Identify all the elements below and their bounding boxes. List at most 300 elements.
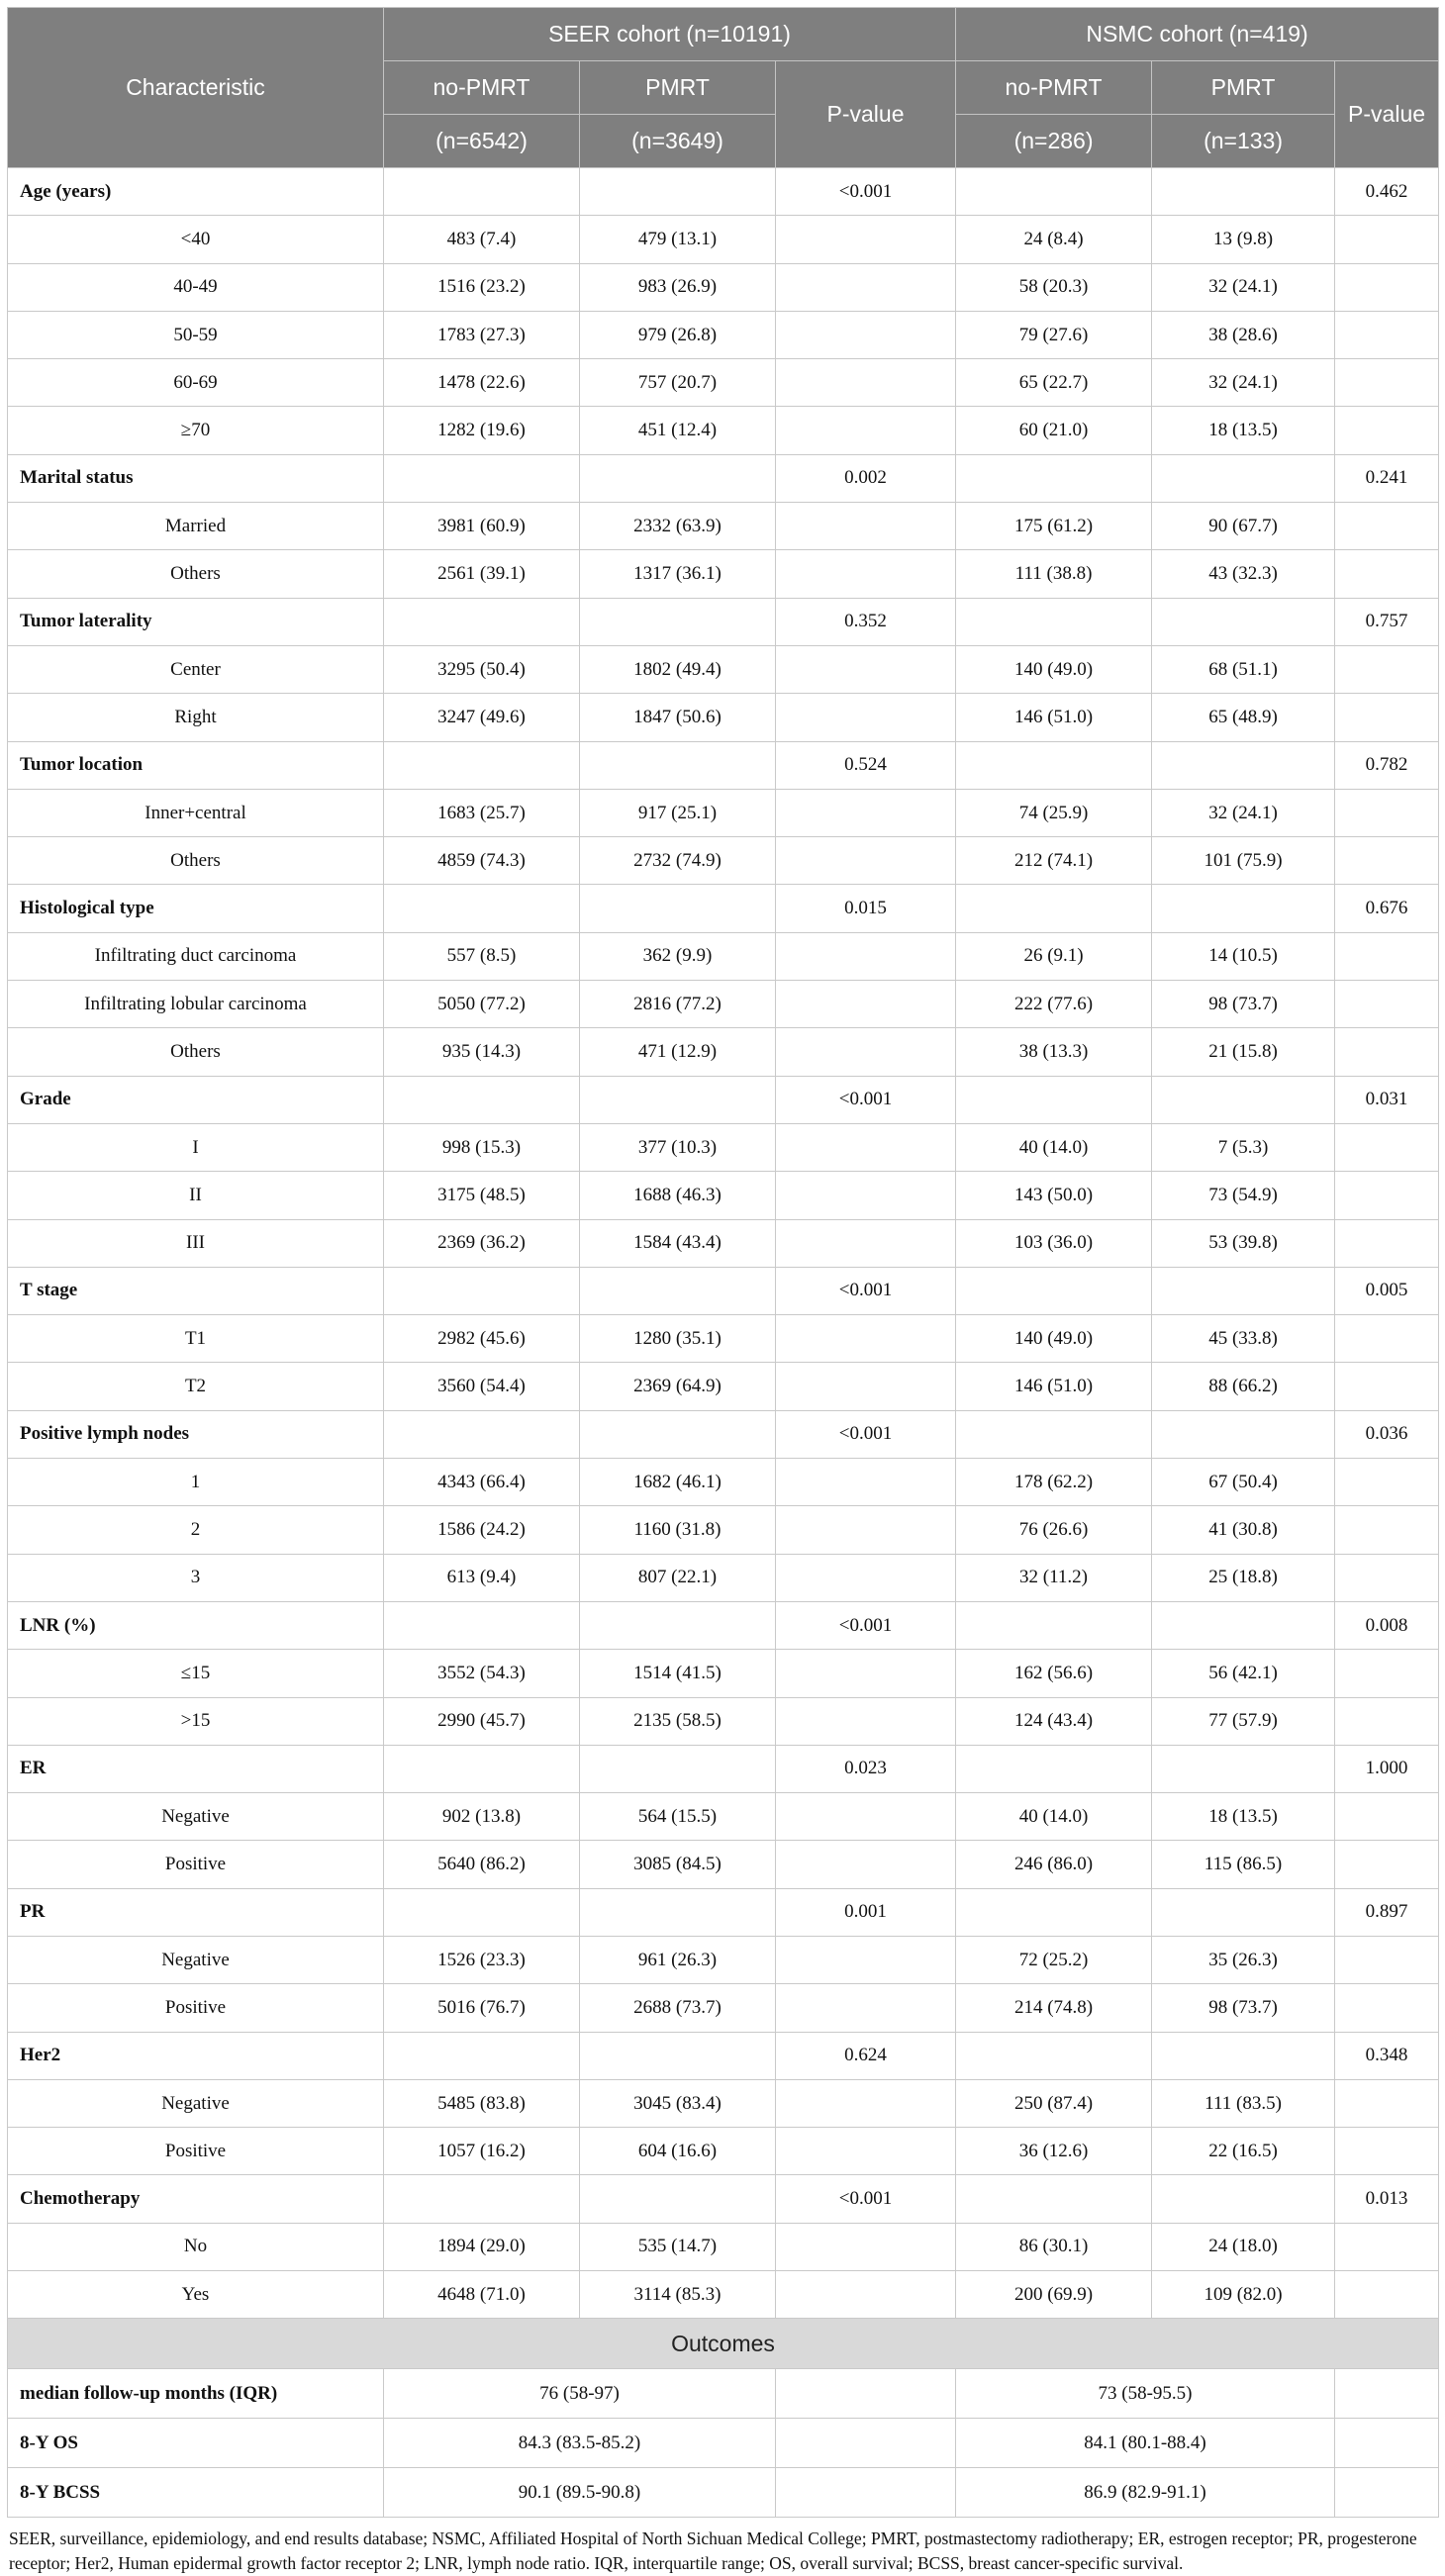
table-row xyxy=(8,1028,1439,1076)
seer-no-pmrt-value: 935 (14.3) xyxy=(384,1028,580,1076)
seer-pmrt-value: 2688 (73.7) xyxy=(580,1984,776,2032)
empty-cell xyxy=(1152,1410,1335,1458)
category-label: Age (years) xyxy=(8,168,384,216)
empty-cell xyxy=(776,645,956,693)
nsmc-pvalue: 0.676 xyxy=(1335,885,1439,932)
seer-outcome-value: 90.1 (89.5-90.8) xyxy=(384,2468,776,2518)
empty-cell xyxy=(1335,216,1439,263)
empty-cell xyxy=(580,1745,776,1792)
seer-pmrt-value: 471 (12.9) xyxy=(580,1028,776,1076)
seer-pmrt-value: 917 (25.1) xyxy=(580,789,776,836)
nsmc-no-pmrt-value: 250 (87.4) xyxy=(956,2079,1152,2127)
subgroup-label: Negative xyxy=(8,1936,384,1983)
empty-cell xyxy=(1335,1028,1439,1076)
subgroup-label: ≥70 xyxy=(8,407,384,454)
nsmc-pvalue: 0.031 xyxy=(1335,1076,1439,1123)
table-header xyxy=(8,8,1439,168)
seer-pmrt-value: 2135 (58.5) xyxy=(580,1697,776,1745)
seer-pmrt-value: 961 (26.3) xyxy=(580,1936,776,1983)
table-row xyxy=(8,932,1439,980)
empty-cell xyxy=(956,1601,1152,1649)
category-label: Positive lymph nodes xyxy=(8,1410,384,1458)
seer-pmrt-value: 3045 (83.4) xyxy=(580,2079,776,2127)
seer-pmrt-value: 2816 (77.2) xyxy=(580,981,776,1028)
empty-cell xyxy=(1335,2128,1439,2175)
subgroup-label: No xyxy=(8,2223,384,2270)
seer-no-pmrt-value: 5050 (77.2) xyxy=(384,981,580,1028)
nsmc-pmrt-value: 18 (13.5) xyxy=(1152,407,1335,454)
nsmc-pmrt-value: 24 (18.0) xyxy=(1152,2223,1335,2270)
table-row xyxy=(8,359,1439,407)
seer-no-pmrt-value: 1683 (25.7) xyxy=(384,789,580,836)
nsmc-pmrt-value: 56 (42.1) xyxy=(1152,1650,1335,1697)
nsmc-pvalue: 0.462 xyxy=(1335,168,1439,216)
empty-cell xyxy=(580,1601,776,1649)
empty-cell xyxy=(776,2419,956,2468)
outcome-label: 8-Y BCSS xyxy=(8,2468,384,2518)
seer-no-pmrt-value: 5485 (83.8) xyxy=(384,2079,580,2127)
nsmc-pmrt-value: 25 (18.8) xyxy=(1152,1554,1335,1601)
nsmc-pmrt-value: 98 (73.7) xyxy=(1152,1984,1335,2032)
seer-pvalue: <0.001 xyxy=(776,1267,956,1314)
empty-cell xyxy=(1335,2369,1439,2419)
nsmc-no-pmrt-value: 146 (51.0) xyxy=(956,1363,1152,1410)
empty-cell xyxy=(776,1363,956,1410)
seer-pmrt-value: 2369 (64.9) xyxy=(580,1363,776,1410)
table-row xyxy=(8,1793,1439,1841)
seer-pmrt-value: 1682 (46.1) xyxy=(580,1459,776,1506)
subgroup-label: Others xyxy=(8,550,384,598)
nsmc-pmrt-header: PMRT xyxy=(1152,61,1335,115)
subgroup-label: Others xyxy=(8,837,384,885)
nsmc-pmrt-value: 68 (51.1) xyxy=(1152,645,1335,693)
empty-cell xyxy=(1335,407,1439,454)
nsmc-pvalue: 0.036 xyxy=(1335,1410,1439,1458)
seer-no-pmrt-value: 2369 (36.2) xyxy=(384,1219,580,1267)
empty-cell xyxy=(1335,1697,1439,1745)
table-row xyxy=(8,1459,1439,1506)
subgroup-label: Infiltrating lobular carcinoma xyxy=(8,981,384,1028)
table-row xyxy=(8,407,1439,454)
nsmc-no-pmrt-value: 86 (30.1) xyxy=(956,2223,1152,2270)
empty-cell xyxy=(1335,1315,1439,1363)
empty-cell xyxy=(384,1888,580,1936)
empty-cell xyxy=(384,2175,580,2223)
nsmc-cohort-header: NSMC cohort (n=419) xyxy=(956,8,1439,61)
empty-cell xyxy=(580,1076,776,1123)
seer-pvalue: 0.352 xyxy=(776,598,956,645)
seer-pmrt-value: 3085 (84.5) xyxy=(580,1841,776,1888)
empty-cell xyxy=(1152,454,1335,502)
empty-cell xyxy=(776,1028,956,1076)
table-row xyxy=(8,1315,1439,1363)
empty-cell xyxy=(1152,1076,1335,1123)
empty-cell xyxy=(776,1841,956,1888)
seer-pmrt-value: 1584 (43.4) xyxy=(580,1219,776,1267)
nsmc-no-pmrt-value: 178 (62.2) xyxy=(956,1459,1152,1506)
category-label: T stage xyxy=(8,1267,384,1314)
empty-cell xyxy=(776,1123,956,1171)
nsmc-no-pmrt-value: 146 (51.0) xyxy=(956,694,1152,741)
empty-cell xyxy=(384,741,580,789)
seer-pmrt-value: 2732 (74.9) xyxy=(580,837,776,885)
subgroup-label: Others xyxy=(8,1028,384,1076)
subgroup-label: 1 xyxy=(8,1459,384,1506)
seer-no-pmrt-value: 3175 (48.5) xyxy=(384,1172,580,1219)
empty-cell xyxy=(384,168,580,216)
table-row xyxy=(8,1219,1439,1267)
empty-cell xyxy=(1335,2468,1439,2518)
seer-pmrt-value: 564 (15.5) xyxy=(580,1793,776,1841)
nsmc-pmrt-value: 14 (10.5) xyxy=(1152,932,1335,980)
seer-no-pmrt-value: 5016 (76.7) xyxy=(384,1984,580,2032)
table-container xyxy=(7,7,1438,2576)
empty-cell xyxy=(776,216,956,263)
seer-no-pmrt-value: 2561 (39.1) xyxy=(384,550,580,598)
empty-cell xyxy=(776,1984,956,2032)
seer-pmrt-value: 1317 (36.1) xyxy=(580,550,776,598)
nsmc-pmrt-value: 22 (16.5) xyxy=(1152,2128,1335,2175)
empty-cell xyxy=(776,1459,956,1506)
table-row xyxy=(8,263,1439,311)
empty-cell xyxy=(1152,1888,1335,1936)
seer-pmrt-value: 983 (26.9) xyxy=(580,263,776,311)
seer-no-pmrt-value: 557 (8.5) xyxy=(384,932,580,980)
table-row xyxy=(8,1984,1439,2032)
subgroup-label: Center xyxy=(8,645,384,693)
empty-cell xyxy=(776,932,956,980)
seer-no-pmrt-value: 3295 (50.4) xyxy=(384,645,580,693)
empty-cell xyxy=(1152,2032,1335,2079)
seer-pmrt-value: 1688 (46.3) xyxy=(580,1172,776,1219)
seer-pvalue: 0.624 xyxy=(776,2032,956,2079)
seer-pvalue: <0.001 xyxy=(776,1410,956,1458)
empty-cell xyxy=(1335,263,1439,311)
subgroup-label: 2 xyxy=(8,1506,384,1554)
outcome-row xyxy=(8,2419,1439,2468)
category-row xyxy=(8,885,1439,932)
nsmc-no-pmrt-value: 38 (13.3) xyxy=(956,1028,1152,1076)
nsmc-pmrt-value: 101 (75.9) xyxy=(1152,837,1335,885)
table-footnote: SEER, surveillance, epidemiology, and end results database; NSMC, Affiliated Hospital of North Sichuan Medical College; PMRT, postmastectomy radiotherapy; ER, estrogen receptor; PR, progesterone receptor; Her2, Human epidermal growth factor receptor 2; LNR, lymph node ratio. IQR, interquartile range; OS, overall survival; BCSS, breast cancer-specific survival. xyxy=(9,2528,1417,2574)
nsmc-no-pmrt-value: 214 (74.8) xyxy=(956,1984,1152,2032)
empty-cell xyxy=(580,885,776,932)
seer-pmrt-value: 1847 (50.6) xyxy=(580,694,776,741)
seer-no-pmrt-value: 1282 (19.6) xyxy=(384,407,580,454)
category-label: Tumor location xyxy=(8,741,384,789)
table-row xyxy=(8,216,1439,263)
nsmc-no-pmrt-value: 222 (77.6) xyxy=(956,981,1152,1028)
seer-pmrt-value: 979 (26.8) xyxy=(580,311,776,358)
nsmc-pmrt-value: 35 (26.3) xyxy=(1152,1936,1335,1983)
empty-cell xyxy=(956,454,1152,502)
nsmc-no-pmrt-header: no-PMRT xyxy=(956,61,1152,115)
empty-cell xyxy=(1335,932,1439,980)
nsmc-pmrt-value: 53 (39.8) xyxy=(1152,1219,1335,1267)
nsmc-no-pmrt-value: 74 (25.9) xyxy=(956,789,1152,836)
seer-cohort-header: SEER cohort (n=10191) xyxy=(384,8,956,61)
nsmc-pvalue: 0.008 xyxy=(1335,1601,1439,1649)
empty-cell xyxy=(776,263,956,311)
nsmc-no-pmrt-value: 32 (11.2) xyxy=(956,1554,1152,1601)
empty-cell xyxy=(1335,1793,1439,1841)
subgroup-label: II xyxy=(8,1172,384,1219)
empty-cell xyxy=(384,1076,580,1123)
empty-cell xyxy=(1335,1506,1439,1554)
seer-no-pmrt-value: 1478 (22.6) xyxy=(384,359,580,407)
empty-cell xyxy=(1152,885,1335,932)
empty-cell xyxy=(1335,1363,1439,1410)
subgroup-label: 60-69 xyxy=(8,359,384,407)
nsmc-pmrt-value: 65 (48.9) xyxy=(1152,694,1335,741)
nsmc-pvalue: 0.757 xyxy=(1335,598,1439,645)
empty-cell xyxy=(580,2175,776,2223)
empty-cell xyxy=(776,1315,956,1363)
subgroup-label: Yes xyxy=(8,2271,384,2319)
empty-cell xyxy=(776,694,956,741)
empty-cell xyxy=(1335,1219,1439,1267)
nsmc-pmrt-value: 115 (86.5) xyxy=(1152,1841,1335,1888)
category-row xyxy=(8,741,1439,789)
seer-no-pmrt-value: 1783 (27.3) xyxy=(384,311,580,358)
nsmc-pmrt-value: 88 (66.2) xyxy=(1152,1363,1335,1410)
subgroup-label: Positive xyxy=(8,1841,384,1888)
nsmc-pmrt-value: 7 (5.3) xyxy=(1152,1123,1335,1171)
empty-cell xyxy=(1335,1459,1439,1506)
nsmc-no-pmrt-value: 76 (26.6) xyxy=(956,1506,1152,1554)
empty-cell xyxy=(776,1506,956,1554)
seer-no-pmrt-value: 2982 (45.6) xyxy=(384,1315,580,1363)
empty-cell xyxy=(956,885,1152,932)
seer-no-pmrt-header: no-PMRT xyxy=(384,61,580,115)
outcomes-header: Outcomes xyxy=(8,2319,1439,2369)
seer-pmrt-header: PMRT xyxy=(580,61,776,115)
seer-no-pmrt-value: 3560 (54.4) xyxy=(384,1363,580,1410)
table-row xyxy=(8,1936,1439,1983)
seer-outcome-value: 76 (58-97) xyxy=(384,2369,776,2419)
seer-pmrt-value: 1160 (31.8) xyxy=(580,1506,776,1554)
nsmc-no-pmrt-value: 246 (86.0) xyxy=(956,1841,1152,1888)
subgroup-label: >15 xyxy=(8,1697,384,1745)
nsmc-no-pmrt-value: 60 (21.0) xyxy=(956,407,1152,454)
empty-cell xyxy=(384,2032,580,2079)
nsmc-no-pmrt-value: 212 (74.1) xyxy=(956,837,1152,885)
empty-cell xyxy=(580,1410,776,1458)
empty-cell xyxy=(956,1745,1152,1792)
nsmc-no-pmrt-value: 175 (61.2) xyxy=(956,503,1152,550)
seer-pmrt-value: 479 (13.1) xyxy=(580,216,776,263)
nsmc-no-pmrt-value: 58 (20.3) xyxy=(956,263,1152,311)
nsmc-pmrt-value: 21 (15.8) xyxy=(1152,1028,1335,1076)
empty-cell xyxy=(776,311,956,358)
category-label: ER xyxy=(8,1745,384,1792)
category-row xyxy=(8,598,1439,645)
table-row xyxy=(8,694,1439,741)
table-row xyxy=(8,1123,1439,1171)
seer-no-pmrt-value: 1516 (23.2) xyxy=(384,263,580,311)
empty-cell xyxy=(956,168,1152,216)
empty-cell xyxy=(776,1172,956,1219)
empty-cell xyxy=(1335,837,1439,885)
nsmc-pmrt-value: 98 (73.7) xyxy=(1152,981,1335,1028)
seer-pmrt-value: 1280 (35.1) xyxy=(580,1315,776,1363)
empty-cell xyxy=(776,789,956,836)
seer-no-pmrt-value: 2990 (45.7) xyxy=(384,1697,580,1745)
subgroup-label: Infiltrating duct carcinoma xyxy=(8,932,384,980)
nsmc-pmrt-value: 90 (67.7) xyxy=(1152,503,1335,550)
subgroup-label: 50-59 xyxy=(8,311,384,358)
nsmc-no-pmrt-value: 140 (49.0) xyxy=(956,645,1152,693)
table-row xyxy=(8,645,1439,693)
empty-cell xyxy=(1152,1267,1335,1314)
seer-pvalue: <0.001 xyxy=(776,2175,956,2223)
table-row xyxy=(8,1363,1439,1410)
empty-cell xyxy=(1152,741,1335,789)
nsmc-pmrt-value: 13 (9.8) xyxy=(1152,216,1335,263)
empty-cell xyxy=(1152,168,1335,216)
empty-cell xyxy=(776,2223,956,2270)
empty-cell xyxy=(1335,1650,1439,1697)
category-label: Chemotherapy xyxy=(8,2175,384,2223)
empty-cell xyxy=(1335,2271,1439,2319)
empty-cell xyxy=(776,2128,956,2175)
category-row xyxy=(8,1888,1439,1936)
empty-cell xyxy=(776,1219,956,1267)
seer-pvalue: 0.002 xyxy=(776,454,956,502)
nsmc-no-pmrt-value: 140 (49.0) xyxy=(956,1315,1152,1363)
outcome-label: 8-Y OS xyxy=(8,2419,384,2468)
nsmc-no-pmrt-value: 36 (12.6) xyxy=(956,2128,1152,2175)
nsmc-outcome-value: 73 (58-95.5) xyxy=(956,2369,1335,2419)
empty-cell xyxy=(384,1410,580,1458)
empty-cell xyxy=(1335,1841,1439,1888)
empty-cell xyxy=(1152,1601,1335,1649)
nsmc-no-pmrt-n: (n=286) xyxy=(956,115,1152,168)
empty-cell xyxy=(580,168,776,216)
table-row xyxy=(8,1506,1439,1554)
empty-cell xyxy=(956,1267,1152,1314)
nsmc-no-pmrt-value: 111 (38.8) xyxy=(956,550,1152,598)
table-row xyxy=(8,1697,1439,1745)
empty-cell xyxy=(1335,1123,1439,1171)
nsmc-no-pmrt-value: 24 (8.4) xyxy=(956,216,1152,263)
characteristic-header: Characteristic xyxy=(8,8,384,168)
empty-cell xyxy=(776,837,956,885)
category-row xyxy=(8,168,1439,216)
subgroup-label: ≤15 xyxy=(8,1650,384,1697)
subgroup-label: Negative xyxy=(8,2079,384,2127)
empty-cell xyxy=(776,2079,956,2127)
table-body xyxy=(8,168,1439,2518)
nsmc-pvalue: 0.782 xyxy=(1335,741,1439,789)
category-label: PR xyxy=(8,1888,384,1936)
category-label: Tumor laterality xyxy=(8,598,384,645)
empty-cell xyxy=(776,2271,956,2319)
category-row xyxy=(8,1601,1439,1649)
table-row xyxy=(8,837,1439,885)
category-label: Marital status xyxy=(8,454,384,502)
seer-no-pmrt-n: (n=6542) xyxy=(384,115,580,168)
empty-cell xyxy=(1335,550,1439,598)
subgroup-label: Negative xyxy=(8,1793,384,1841)
empty-cell xyxy=(1335,2223,1439,2270)
nsmc-no-pmrt-value: 72 (25.2) xyxy=(956,1936,1152,1983)
nsmc-pvalue-header: P-value xyxy=(1335,61,1439,168)
category-row xyxy=(8,2175,1439,2223)
empty-cell xyxy=(776,550,956,598)
nsmc-no-pmrt-value: 40 (14.0) xyxy=(956,1793,1152,1841)
nsmc-pmrt-value: 73 (54.9) xyxy=(1152,1172,1335,1219)
empty-cell xyxy=(384,1267,580,1314)
subgroup-label: T2 xyxy=(8,1363,384,1410)
seer-no-pmrt-value: 3247 (49.6) xyxy=(384,694,580,741)
nsmc-pvalue: 0.241 xyxy=(1335,454,1439,502)
subgroup-label: Positive xyxy=(8,1984,384,2032)
nsmc-outcome-value: 84.1 (80.1-88.4) xyxy=(956,2419,1335,2468)
table-row xyxy=(8,550,1439,598)
seer-pmrt-value: 451 (12.4) xyxy=(580,407,776,454)
empty-cell xyxy=(1335,1984,1439,2032)
seer-pvalue: 0.524 xyxy=(776,741,956,789)
seer-pvalue: <0.001 xyxy=(776,1601,956,1649)
nsmc-no-pmrt-value: 143 (50.0) xyxy=(956,1172,1152,1219)
empty-cell xyxy=(384,454,580,502)
empty-cell xyxy=(776,503,956,550)
empty-cell xyxy=(1335,694,1439,741)
empty-cell xyxy=(1335,1554,1439,1601)
seer-pvalue: <0.001 xyxy=(776,168,956,216)
empty-cell xyxy=(384,1601,580,1649)
empty-cell xyxy=(1335,503,1439,550)
nsmc-pvalue: 0.348 xyxy=(1335,2032,1439,2079)
seer-pmrt-value: 757 (20.7) xyxy=(580,359,776,407)
empty-cell xyxy=(776,981,956,1028)
subgroup-label: Positive xyxy=(8,2128,384,2175)
seer-no-pmrt-value: 1586 (24.2) xyxy=(384,1506,580,1554)
seer-no-pmrt-value: 4648 (71.0) xyxy=(384,2271,580,2319)
table-row xyxy=(8,2223,1439,2270)
nsmc-no-pmrt-value: 162 (56.6) xyxy=(956,1650,1152,1697)
empty-cell xyxy=(1152,2175,1335,2223)
nsmc-no-pmrt-value: 79 (27.6) xyxy=(956,311,1152,358)
seer-outcome-value: 84.3 (83.5-85.2) xyxy=(384,2419,776,2468)
subgroup-label: I xyxy=(8,1123,384,1171)
empty-cell xyxy=(1335,1936,1439,1983)
baseline-characteristics-table xyxy=(7,7,1439,2518)
seer-pmrt-n: (n=3649) xyxy=(580,115,776,168)
category-row xyxy=(8,1410,1439,1458)
nsmc-pmrt-value: 45 (33.8) xyxy=(1152,1315,1335,1363)
nsmc-pmrt-value: 41 (30.8) xyxy=(1152,1506,1335,1554)
empty-cell xyxy=(1335,2419,1439,2468)
seer-pmrt-value: 807 (22.1) xyxy=(580,1554,776,1601)
nsmc-pmrt-value: 32 (24.1) xyxy=(1152,789,1335,836)
seer-pmrt-value: 1802 (49.4) xyxy=(580,645,776,693)
table-row xyxy=(8,311,1439,358)
subgroup-label: Inner+central xyxy=(8,789,384,836)
seer-pvalue: 0.001 xyxy=(776,1888,956,1936)
empty-cell xyxy=(1335,2079,1439,2127)
empty-cell xyxy=(776,2468,956,2518)
subgroup-label: Right xyxy=(8,694,384,741)
empty-cell xyxy=(776,1697,956,1745)
empty-cell xyxy=(956,598,1152,645)
nsmc-no-pmrt-value: 40 (14.0) xyxy=(956,1123,1152,1171)
subgroup-label: Married xyxy=(8,503,384,550)
category-row xyxy=(8,454,1439,502)
outcome-row xyxy=(8,2369,1439,2419)
seer-no-pmrt-value: 1526 (23.3) xyxy=(384,1936,580,1983)
